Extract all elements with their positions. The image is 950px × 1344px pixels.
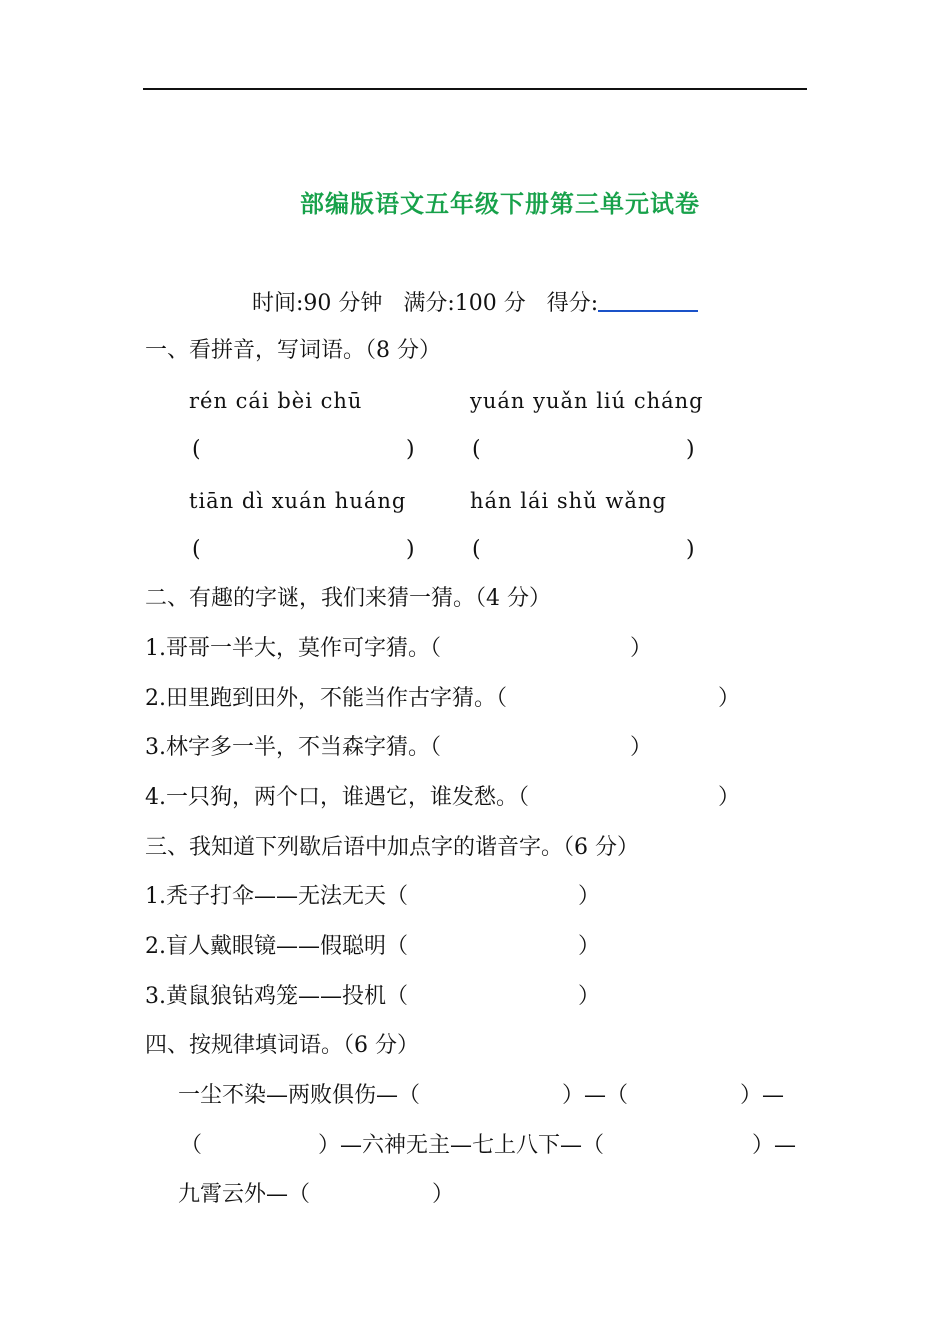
answer-open-3: ( <box>192 537 201 562</box>
answer-close-2: ) <box>686 437 695 462</box>
saying-2: 2.盲人戴眼镜——假聪明（ <box>145 934 408 959</box>
score-blank[interactable] <box>598 286 698 312</box>
section-2-heading: 二、有趣的字谜，我们来猜一猜。（4 分） <box>145 586 551 611</box>
pattern-line-1-c: ）— <box>740 1083 785 1108</box>
pattern-line-1-b: ）—（ <box>562 1083 629 1108</box>
header-rule <box>143 88 807 90</box>
pinyin-item-4: hán lái shǔ wǎng <box>470 489 667 513</box>
time-info: 时间:90 分钟 <box>252 291 383 316</box>
riddle-3: 3.林字多一半，不当森字猜。（ <box>145 735 441 760</box>
score-label: 得分: <box>546 291 599 316</box>
riddle-2-close: ） <box>718 686 741 711</box>
section-4-heading: 四、按规律填词语。（6 分） <box>145 1033 419 1058</box>
saying-2-close: ） <box>578 934 601 959</box>
answer-open-1: ( <box>192 437 201 462</box>
answer-close-4: ) <box>686 537 695 562</box>
pattern-line-2-b: ）—六神无主—七上八下—（ <box>318 1133 605 1158</box>
answer-close-3: ) <box>406 537 415 562</box>
riddle-4-close: ） <box>718 785 741 810</box>
saying-1: 1.秃子打伞——无法无天（ <box>145 884 408 909</box>
riddle-2: 2.田里跑到田外，不能当作古字猜。（ <box>145 686 507 711</box>
full-score-info: 满分:100 分 <box>403 291 526 316</box>
pinyin-item-3: tiān dì xuán huáng <box>189 489 407 513</box>
answer-open-2: ( <box>472 437 481 462</box>
pinyin-item-1: rén cái bèi chū <box>189 389 363 413</box>
saying-1-close: ） <box>578 884 601 909</box>
exam-info <box>252 286 698 319</box>
answer-close-1: ) <box>406 437 415 462</box>
saying-3-close: ） <box>578 984 601 1009</box>
riddle-1: 1.哥哥一半大，莫作可字猜。（ <box>145 636 441 661</box>
pattern-line-3-b: ） <box>432 1182 455 1207</box>
pattern-line-2-a: （ <box>180 1133 203 1158</box>
pattern-line-3-a: 九霄云外—（ <box>178 1182 311 1207</box>
riddle-4: 4.一只狗，两个口，谁遇它，谁发愁。（ <box>145 785 529 810</box>
section-1-heading: 一、看拼音，写词语。（8 分） <box>145 338 441 363</box>
saying-3: 3.黄鼠狼钻鸡笼——投机（ <box>145 984 408 1009</box>
page-title: 部编版语文五年级下册第三单元试卷 <box>300 190 700 218</box>
pattern-line-2-c: ）— <box>752 1133 797 1158</box>
pattern-line-1-a: 一尘不染—两败俱伤—（ <box>178 1083 421 1108</box>
pinyin-item-2: yuán yuǎn liú cháng <box>470 389 704 413</box>
riddle-3-close: ） <box>630 735 653 760</box>
riddle-1-close: ） <box>630 636 653 661</box>
section-3-heading: 三、我知道下列歇后语中加点字的谐音字。（6 分） <box>145 835 639 860</box>
answer-open-4: ( <box>472 537 481 562</box>
